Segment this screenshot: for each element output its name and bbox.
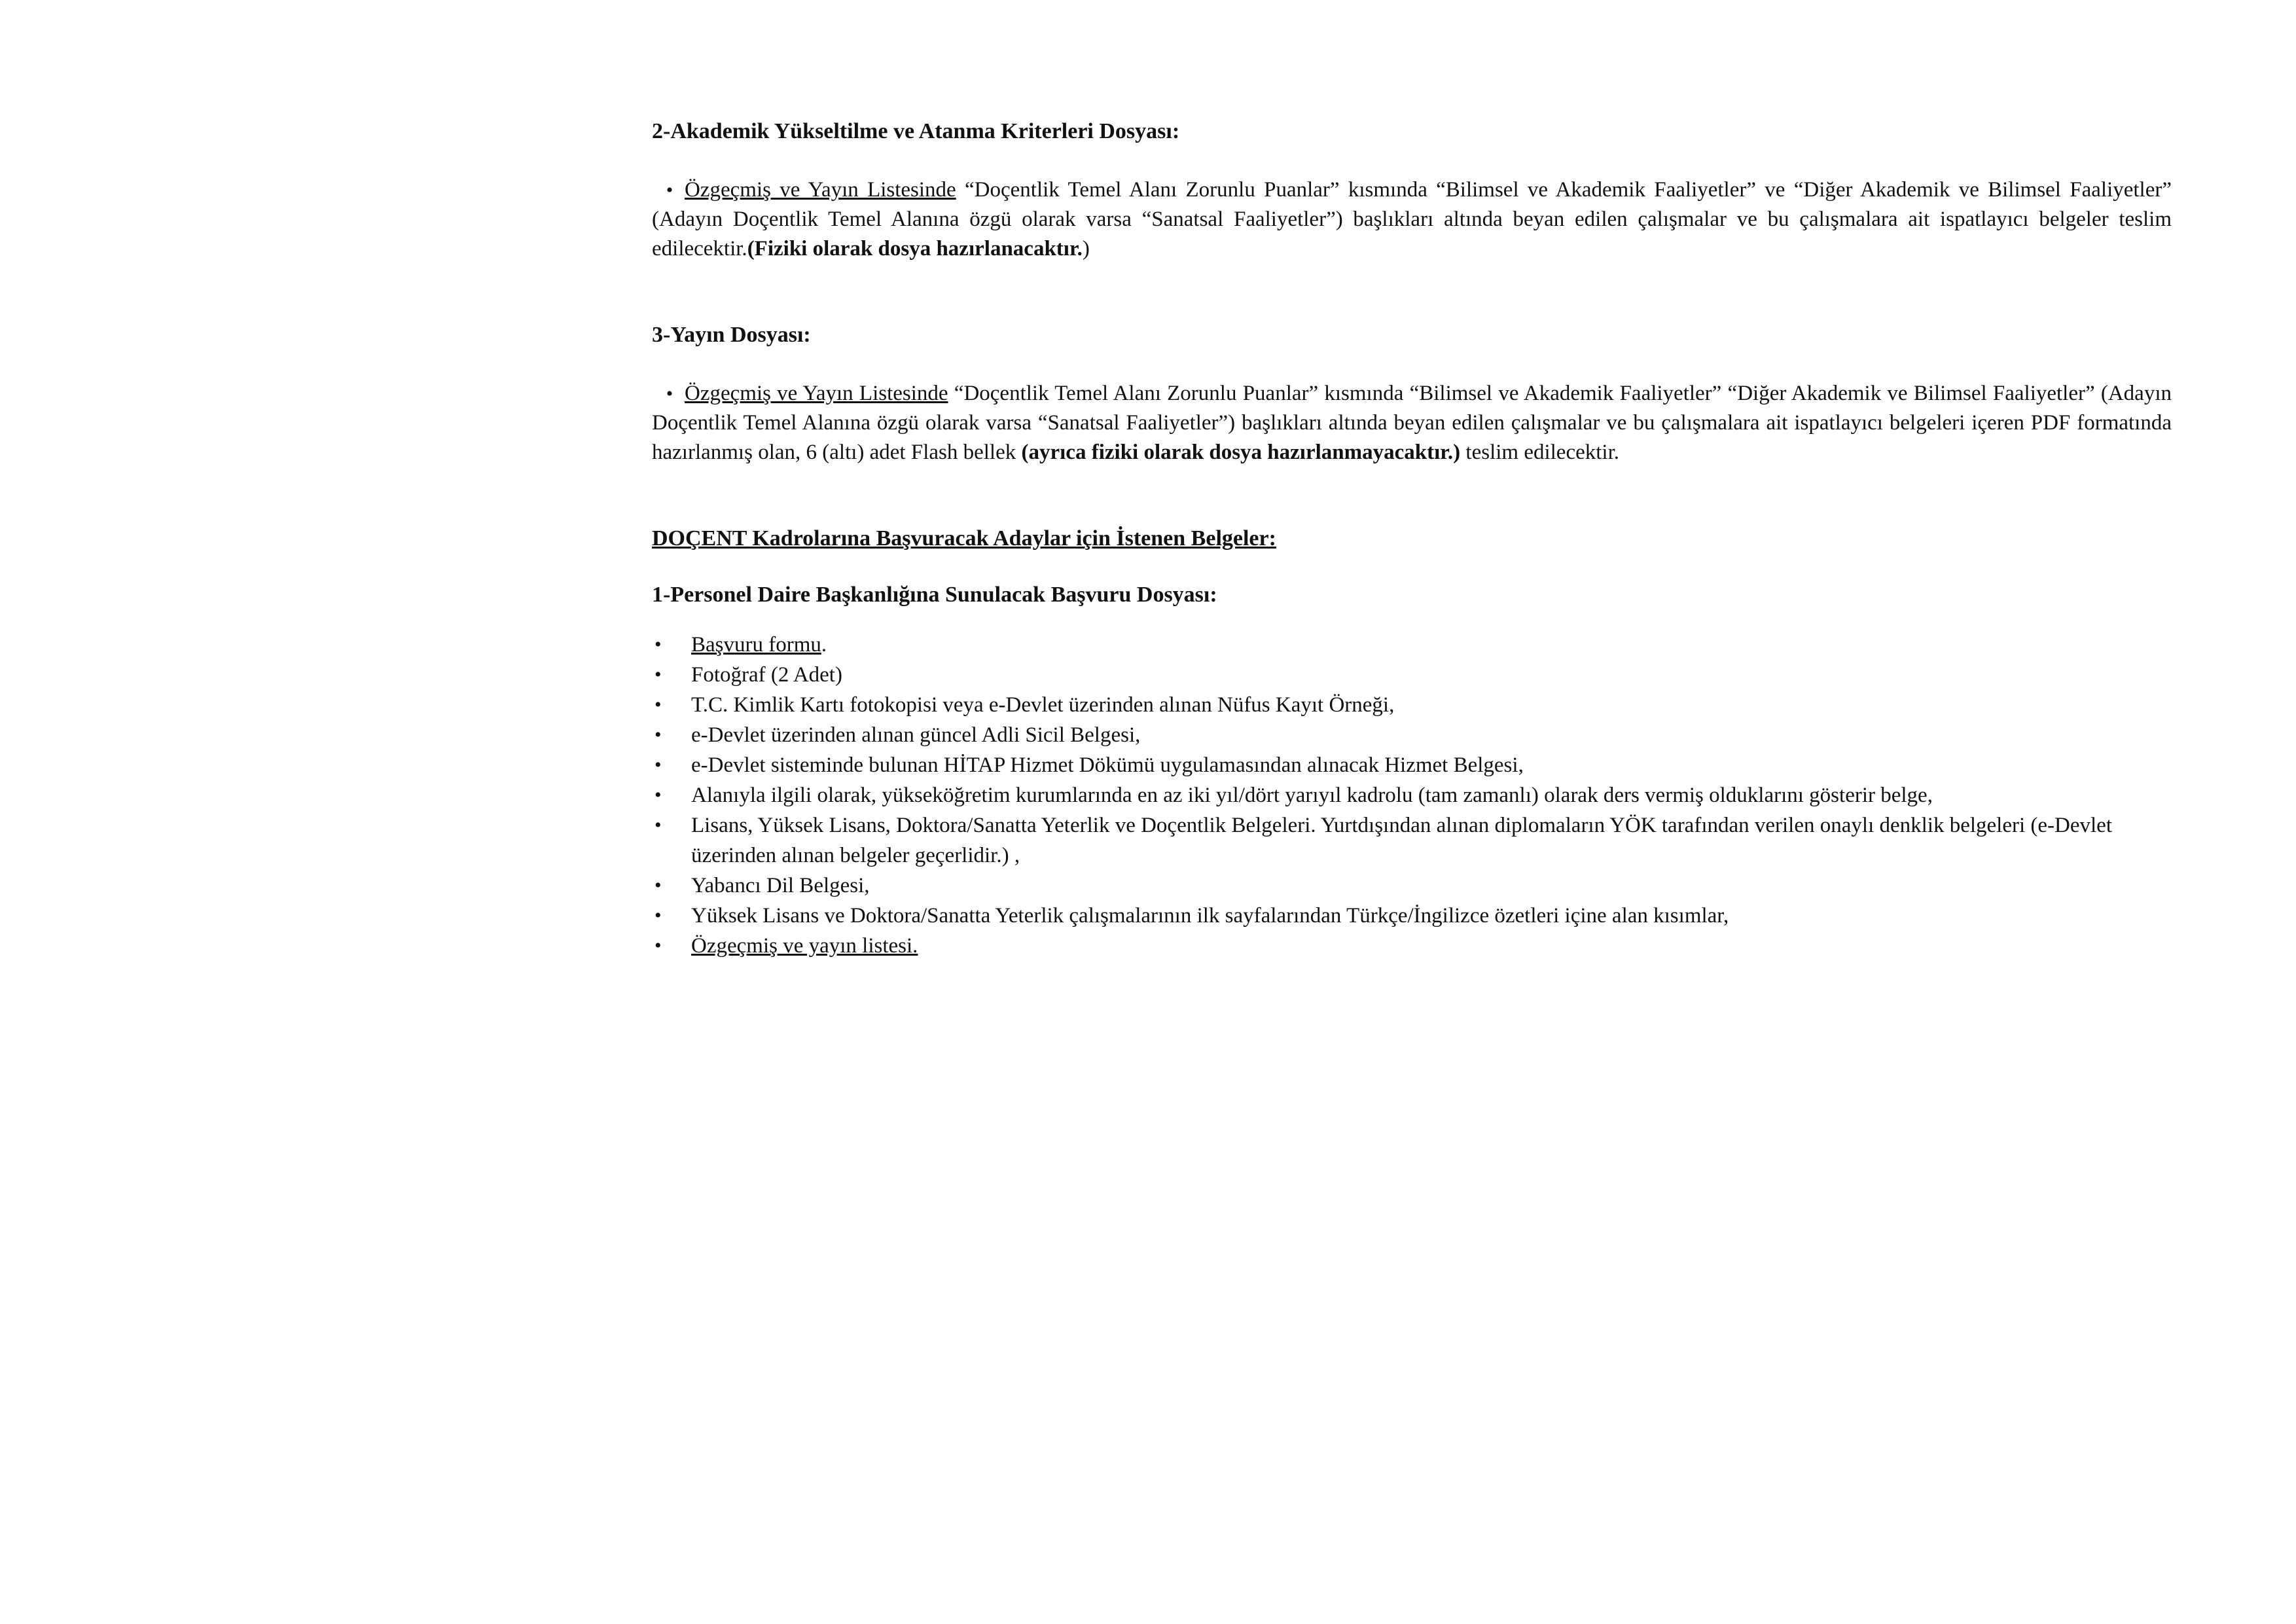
bullet-icon: •: [666, 179, 673, 201]
list-item: [652, 630, 2172, 660]
section-3-paragraph: [652, 379, 2172, 467]
bullet-icon: •: [655, 784, 662, 806]
list-item: [652, 871, 2172, 901]
section-2-title: 2-Akademik Yükseltilme ve Atanma Kriterleri Dosyası:: [652, 119, 1180, 143]
cv-and-publication-list-link[interactable]: Özgeçmiş ve yayın listesi.: [691, 934, 918, 958]
list-item-text: Alanıyla ilgili olarak, yükseköğretim kurumlarında en az iki yıl/dört yarıyıl kadrolu (tam zamanlı) olarak ders vermiş olduklarını gösterir belge,: [691, 784, 1933, 807]
section-3-title: 3-Yayın Dosyası:: [652, 323, 811, 347]
document-page: [652, 117, 2172, 961]
docent-subtitle: 1-Personel Daire Başkanlığına Sunulacak Başvuru Dosyası:: [652, 583, 1217, 607]
cv-publication-list-link[interactable]: Özgeçmiş ve Yayın Listesinde: [685, 382, 948, 405]
list-item-text: T.C. Kimlik Kartı fotokopisi veya e-Devlet üzerinden alınan Nüfus Kayıt Örneği,: [691, 693, 1395, 717]
document-list: [652, 630, 2172, 961]
docent-heading: DOÇENT Kadrolarına Başvuracak Adaylar için İstenen Belgeler:: [652, 526, 1276, 550]
section-2-paragraph: [652, 175, 2172, 264]
bullet-icon: •: [655, 754, 662, 776]
list-item-text: Lisans, Yüksek Lisans, Doktora/Sanatta Yeterlik ve Doçentlik Belgeleri. Yurtdışından alınan diplomaların YÖK tarafından verilen onaylı denklik belgeleri (e-Devlet üzerinden alınan belgeler geçerlidir.) ,: [691, 814, 2112, 867]
bullet-icon: •: [655, 724, 662, 746]
bullet-icon: •: [655, 694, 662, 715]
list-item: [652, 931, 2172, 961]
list-item-text: e-Devlet üzerinden alınan güncel Adli Sicil Belgesi,: [691, 723, 1141, 747]
list-item-text: Yüksek Lisans ve Doktora/Sanatta Yeterlik çalışmalarının ilk sayfalarından Türkçe/İngilizce özetleri içine alan kısımlar,: [691, 904, 1729, 928]
list-item: [652, 901, 2172, 931]
list-item: [652, 660, 2172, 690]
section-3-bold-note: (ayrıca fiziki olarak dosya hazırlanmayacaktır.): [1021, 441, 1461, 464]
bullet-icon: •: [655, 935, 662, 956]
application-form-link[interactable]: Başvuru formu: [691, 633, 821, 657]
list-item: [652, 750, 2172, 780]
section-2-tail: ): [1082, 237, 1090, 261]
bullet-icon: •: [655, 634, 662, 655]
list-item: [652, 720, 2172, 750]
bullet-icon: •: [655, 664, 662, 685]
bullet-icon: •: [666, 383, 673, 405]
bullet-icon: •: [655, 905, 662, 926]
section-2-text: “Doçentlik Temel Alanı Zorunlu Puanlar” kısmında “Bilimsel ve Akademik Faaliyetler” ve “Diğer Akademik ve Bilimsel Faaliyetler” (Adayın Doçentlik Temel Alanına özgü olarak varsa “Sanatsal Faaliyetler”) başlıkları altında beyan edilen çalışmalar ve bu çalışmalara ait ispatlayıcı belgeler teslim edilecektir.: [652, 178, 2172, 261]
section-2-bold-note: (Fiziki olarak dosya hazırlanacaktır.: [747, 237, 1083, 261]
list-item-text: .: [821, 633, 827, 657]
section-3-tail: teslim edilecektir.: [1460, 441, 1619, 464]
list-item-text: Fotoğraf (2 Adet): [691, 663, 842, 687]
list-item: [652, 810, 2172, 871]
cv-publication-list-link[interactable]: Özgeçmiş ve Yayın Listesinde: [685, 178, 956, 202]
section-3-text: “Doçentlik Temel Alanı Zorunlu Puanlar” kısmında “Bilimsel ve Akademik Faaliyetler” “Diğer Akademik ve Bilimsel Faaliyetler” (Adayın Doçentlik Temel Alanına özgü olarak varsa “Sanatsal Faaliyetler”) başlıkları altında beyan edilen çalışmalar ve bu çalışmalara ait ispatlayıcı belgeleri içeren PDF formatında hazırlanmış olan, 6 (altı) adet Flash bellek: [652, 382, 2172, 464]
list-item: [652, 690, 2172, 720]
bullet-icon: •: [655, 875, 662, 896]
bullet-icon: •: [655, 814, 662, 836]
list-item: [652, 780, 2172, 810]
list-item-text: e-Devlet sisteminde bulunan HİTAP Hizmet Dökümü uygulamasından alınacak Hizmet Belgesi,: [691, 753, 1524, 777]
list-item-text: Yabancı Dil Belgesi,: [691, 874, 870, 897]
